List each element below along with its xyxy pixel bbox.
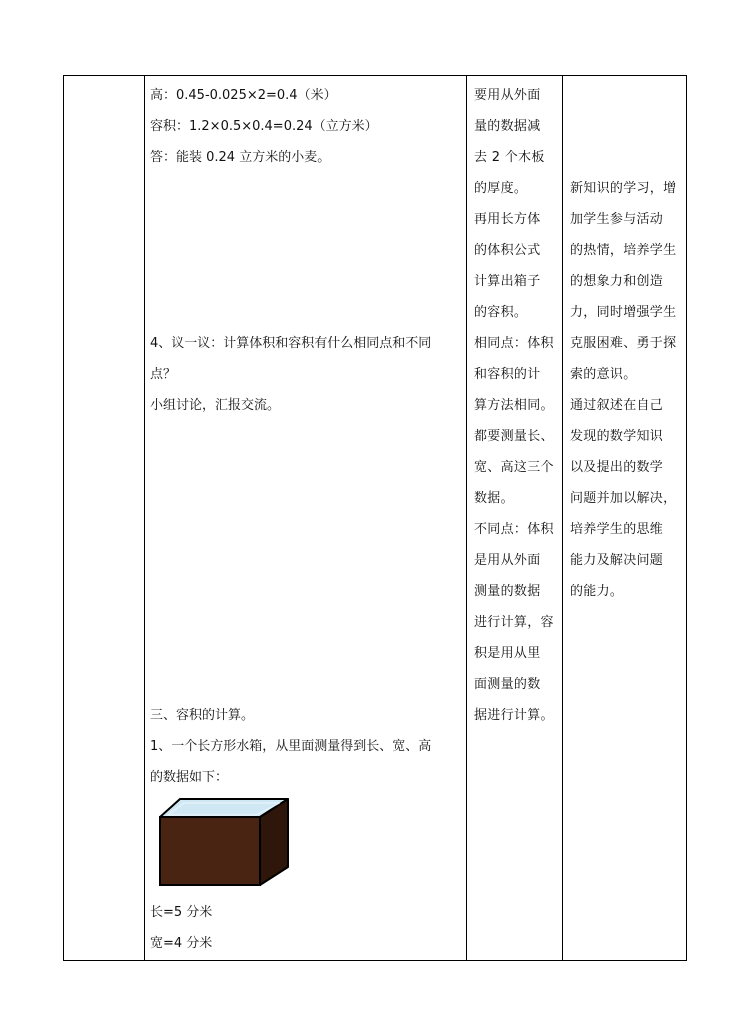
- note-line: 都要测量长、: [474, 429, 554, 444]
- lesson-plan-table: [63, 75, 687, 961]
- note-line: 测量的数据: [474, 584, 541, 599]
- note-line: 的想象力和创造: [570, 274, 664, 289]
- teaching-process-cell: [145, 76, 467, 961]
- note-line: 的体积公式: [474, 243, 541, 258]
- group-discussion-text: 小组讨论，汇报交流。: [150, 398, 281, 413]
- note-line: 面测量的数: [474, 677, 541, 692]
- design-purpose-cell: [563, 76, 687, 961]
- section-title: 三、容积的计算。: [150, 708, 255, 723]
- note-line: 能力及解决问题: [570, 553, 664, 568]
- note-line: 要用从外面: [474, 88, 541, 103]
- design-purpose-notes: [563, 76, 686, 607]
- width-value: 宽=4 分米: [150, 936, 213, 951]
- note-line: 计算出箱子: [474, 274, 541, 289]
- note-line: 通过叙述在自己: [570, 398, 664, 413]
- note-line: 去 2 个木板: [474, 150, 545, 165]
- answer-text: 答：能装 0.24 立方米的小麦。: [150, 150, 331, 165]
- note-line: 进行计算，容: [474, 615, 554, 630]
- note-line: 的热情，培养学生: [570, 243, 677, 258]
- note-line: 的容积。: [474, 305, 528, 320]
- note-line: 克服困难、勇于探: [570, 336, 677, 351]
- blank-column-cell: [64, 76, 145, 961]
- note-line: 量的数据减: [474, 119, 541, 134]
- note-line: 不同点：体积: [474, 522, 554, 537]
- explanation-notes: [467, 76, 562, 731]
- explanation-cell: [467, 76, 563, 961]
- discussion-question-line-1: 4、议一议：计算体积和容积有什么相同点和不同: [150, 336, 432, 351]
- height-calculation: 高：0.45-0.025×2=0.4（米）: [150, 88, 337, 103]
- note-line: 的能力。: [570, 584, 624, 599]
- note-line: 的厚度。: [474, 181, 528, 196]
- note-line: 和容积的计: [474, 367, 541, 382]
- problem-text-line-2: 的数据如下：: [150, 770, 229, 785]
- note-line: 相同点：体积: [474, 336, 554, 351]
- note-line: 培养学生的思维: [570, 522, 664, 537]
- note-line: 新知识的学习，增: [570, 181, 677, 196]
- note-line: 力，同时增强学生: [570, 305, 677, 320]
- note-line: 算方法相同。: [474, 398, 554, 413]
- problem-text-line-1: 1、一个长方形水箱，从里面测量得到长、宽、高: [150, 739, 432, 754]
- note-line: 积是用从里: [474, 646, 541, 661]
- discussion-question-line-2: 点？: [150, 367, 177, 382]
- note-line: 宽、高这三个: [474, 460, 554, 475]
- note-line: 加学生参与活动: [570, 212, 664, 227]
- length-value: 长=5 分米: [150, 905, 213, 920]
- note-line: 是用从外面: [474, 553, 541, 568]
- note-line: 索的意识。: [570, 367, 637, 382]
- note-line: 问题并加以解决，: [570, 491, 677, 506]
- volume-calculation: 容积：1.2×0.5×0.4=0.24（立方米）: [150, 119, 378, 134]
- note-line: 发现的数学知识: [570, 429, 664, 444]
- note-line: 数据。: [474, 491, 514, 506]
- note-line: 以及提出的数学: [570, 460, 664, 475]
- table-row: [64, 76, 687, 961]
- water-tank-figure: [150, 793, 460, 897]
- note-line: 据进行计算。: [474, 708, 554, 723]
- water-tank-box-icon: [158, 797, 290, 889]
- note-line: 再用长方体: [474, 212, 541, 227]
